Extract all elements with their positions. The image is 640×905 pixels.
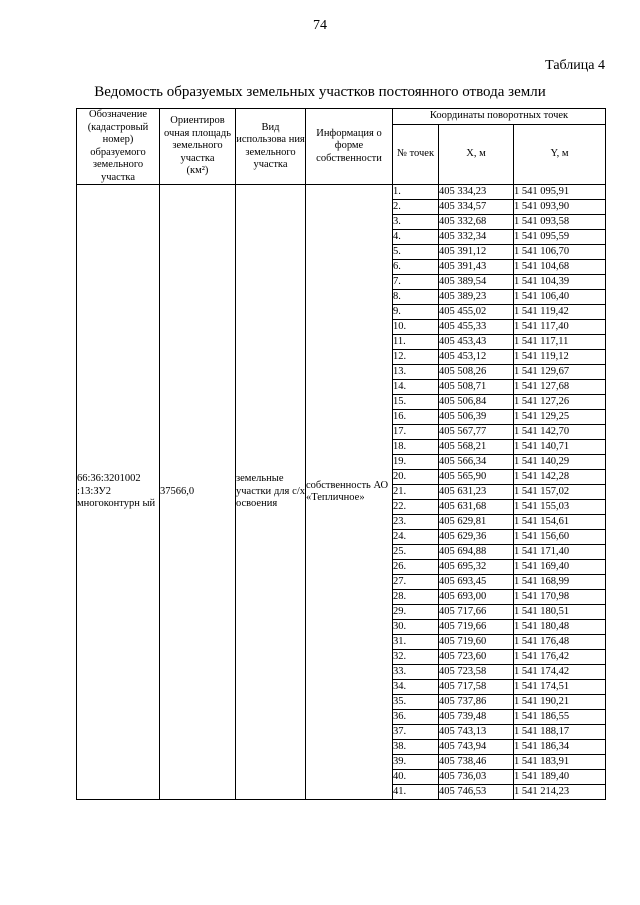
cell-x: 405 723,60 [439, 650, 514, 665]
cell-y: 1 541 171,40 [514, 545, 606, 560]
cell-point-number: 34. [393, 680, 439, 695]
cell-y: 1 541 170,98 [514, 590, 606, 605]
header-x: X, м [439, 124, 514, 184]
cell-x: 405 565,90 [439, 470, 514, 485]
cell-x: 405 332,68 [439, 215, 514, 230]
cell-x: 405 391,12 [439, 245, 514, 260]
cell-x: 405 455,33 [439, 320, 514, 335]
cell-point-number: 40. [393, 770, 439, 785]
cell-y: 1 541 176,42 [514, 650, 606, 665]
header-y: Y, м [514, 124, 606, 184]
cell-x: 405 693,00 [439, 590, 514, 605]
cell-x: 405 566,34 [439, 455, 514, 470]
cell-y: 1 541 093,58 [514, 215, 606, 230]
cell-point-number: 13. [393, 365, 439, 380]
land-parcels-table [76, 108, 606, 800]
header-designation: Обозначение (кадастровый номер) образуемого земельного участка [77, 109, 160, 185]
cell-y: 1 541 186,34 [514, 740, 606, 755]
cell-x: 405 455,02 [439, 305, 514, 320]
cell-x: 405 631,23 [439, 485, 514, 500]
cell-x: 405 737,86 [439, 695, 514, 710]
cell-point-number: 2. [393, 200, 439, 215]
cell-y: 1 541 095,59 [514, 230, 606, 245]
cell-x: 405 743,94 [439, 740, 514, 755]
cell-point-number: 38. [393, 740, 439, 755]
cell-y: 1 541 117,11 [514, 335, 606, 350]
header-ownership: Информация о форме собственности [306, 109, 393, 185]
cell-y: 1 541 104,68 [514, 260, 606, 275]
cell-ownership: собственность АО «Тепличное» [306, 185, 393, 800]
cell-point-number: 7. [393, 275, 439, 290]
cell-use-type: земельные участки для с/х освоения [236, 185, 306, 800]
cell-x: 405 334,57 [439, 200, 514, 215]
cell-x: 405 506,39 [439, 410, 514, 425]
header-coordinates: Координаты поворотных точек [393, 109, 606, 125]
cell-point-number: 20. [393, 470, 439, 485]
cell-y: 1 541 095,91 [514, 185, 606, 200]
cell-point-number: 31. [393, 635, 439, 650]
cell-y: 1 541 127,26 [514, 395, 606, 410]
cell-point-number: 8. [393, 290, 439, 305]
cell-point-number: 22. [393, 500, 439, 515]
cell-point-number: 21. [393, 485, 439, 500]
header-area-unit: (км²) [186, 165, 209, 177]
header-point-no: № точек [393, 124, 439, 184]
cell-area: 37566,0 [160, 185, 236, 800]
cell-point-number: 28. [393, 590, 439, 605]
cell-point-number: 29. [393, 605, 439, 620]
header-area [160, 109, 236, 185]
cell-x: 405 389,23 [439, 290, 514, 305]
cell-point-number: 39. [393, 755, 439, 770]
cell-point-number: 25. [393, 545, 439, 560]
cell-point-number: 16. [393, 410, 439, 425]
cell-x: 405 736,03 [439, 770, 514, 785]
cell-y: 1 541 093,90 [514, 200, 606, 215]
cell-y: 1 541 176,48 [514, 635, 606, 650]
cell-point-number: 24. [393, 530, 439, 545]
cell-x: 405 334,23 [439, 185, 514, 200]
cell-y: 1 541 174,42 [514, 665, 606, 680]
cell-y: 1 541 183,91 [514, 755, 606, 770]
cell-y: 1 541 186,55 [514, 710, 606, 725]
cell-y: 1 541 142,70 [514, 425, 606, 440]
cell-x: 405 738,46 [439, 755, 514, 770]
cell-point-number: 1. [393, 185, 439, 200]
cell-y: 1 541 157,02 [514, 485, 606, 500]
cell-y: 1 541 140,29 [514, 455, 606, 470]
cell-point-number: 14. [393, 380, 439, 395]
cell-y: 1 541 188,17 [514, 725, 606, 740]
cell-x: 405 568,21 [439, 440, 514, 455]
cell-point-number: 9. [393, 305, 439, 320]
cell-x: 405 723,58 [439, 665, 514, 680]
cell-x: 405 629,81 [439, 515, 514, 530]
document-title: Ведомость образуемых земельных участков постоянного отвода земли [94, 84, 546, 100]
cell-x: 405 717,58 [439, 680, 514, 695]
cell-y: 1 541 106,40 [514, 290, 606, 305]
cell-x: 405 743,13 [439, 725, 514, 740]
cell-y: 1 541 189,40 [514, 770, 606, 785]
cell-y: 1 541 142,28 [514, 470, 606, 485]
cell-y: 1 541 214,23 [514, 785, 606, 800]
cell-y: 1 541 154,61 [514, 515, 606, 530]
cell-x: 405 717,66 [439, 605, 514, 620]
cell-x: 405 508,26 [439, 365, 514, 380]
cell-y: 1 541 129,67 [514, 365, 606, 380]
cell-point-number: 35. [393, 695, 439, 710]
cell-point-number: 11. [393, 335, 439, 350]
cell-y: 1 541 140,71 [514, 440, 606, 455]
cell-y: 1 541 156,60 [514, 530, 606, 545]
cell-y: 1 541 168,99 [514, 575, 606, 590]
table-row [77, 185, 606, 200]
cell-x: 405 629,36 [439, 530, 514, 545]
cell-y: 1 541 104,39 [514, 275, 606, 290]
cell-point-number: 41. [393, 785, 439, 800]
cell-x: 405 739,48 [439, 710, 514, 725]
cell-point-number: 6. [393, 260, 439, 275]
cell-point-number: 17. [393, 425, 439, 440]
cell-y: 1 541 119,12 [514, 350, 606, 365]
header-area-label: Ориентиров очная площадь земельного участка [164, 115, 231, 164]
cell-point-number: 15. [393, 395, 439, 410]
cell-point-number: 32. [393, 650, 439, 665]
cell-y: 1 541 129,25 [514, 410, 606, 425]
cell-x: 405 693,45 [439, 575, 514, 590]
cell-y: 1 541 180,48 [514, 620, 606, 635]
cell-x: 405 332,34 [439, 230, 514, 245]
cell-point-number: 27. [393, 575, 439, 590]
cell-x: 405 567,77 [439, 425, 514, 440]
cell-y: 1 541 190,21 [514, 695, 606, 710]
cell-point-number: 10. [393, 320, 439, 335]
cell-x: 405 631,68 [439, 500, 514, 515]
cell-x: 405 508,71 [439, 380, 514, 395]
cell-x: 405 453,12 [439, 350, 514, 365]
cell-point-number: 5. [393, 245, 439, 260]
cell-designation: 66:36:3201002 :13:ЗУ2 многоконтурн ый [77, 185, 160, 800]
cell-point-number: 26. [393, 560, 439, 575]
cell-x: 405 719,60 [439, 635, 514, 650]
cell-point-number: 36. [393, 710, 439, 725]
cell-point-number: 18. [393, 440, 439, 455]
cell-x: 405 746,53 [439, 785, 514, 800]
page-number: 74 [313, 18, 327, 33]
cell-point-number: 3. [393, 215, 439, 230]
cell-x: 405 389,54 [439, 275, 514, 290]
cell-y: 1 541 106,70 [514, 245, 606, 260]
cell-x: 405 506,84 [439, 395, 514, 410]
cell-point-number: 33. [393, 665, 439, 680]
cell-x: 405 453,43 [439, 335, 514, 350]
cell-point-number: 37. [393, 725, 439, 740]
cell-y: 1 541 180,51 [514, 605, 606, 620]
cell-y: 1 541 169,40 [514, 560, 606, 575]
cell-point-number: 12. [393, 350, 439, 365]
cell-point-number: 30. [393, 620, 439, 635]
header-use-type: Вид использова ния земельного участка [236, 109, 306, 185]
cell-y: 1 541 174,51 [514, 680, 606, 695]
cell-y: 1 541 117,40 [514, 320, 606, 335]
cell-x: 405 695,32 [439, 560, 514, 575]
cell-y: 1 541 127,68 [514, 380, 606, 395]
cell-y: 1 541 155,03 [514, 500, 606, 515]
cell-x: 405 391,43 [439, 260, 514, 275]
cell-point-number: 4. [393, 230, 439, 245]
table-label: Таблица 4 [545, 58, 605, 73]
cell-x: 405 694,88 [439, 545, 514, 560]
cell-point-number: 23. [393, 515, 439, 530]
cell-point-number: 19. [393, 455, 439, 470]
cell-y: 1 541 119,42 [514, 305, 606, 320]
cell-x: 405 719,66 [439, 620, 514, 635]
